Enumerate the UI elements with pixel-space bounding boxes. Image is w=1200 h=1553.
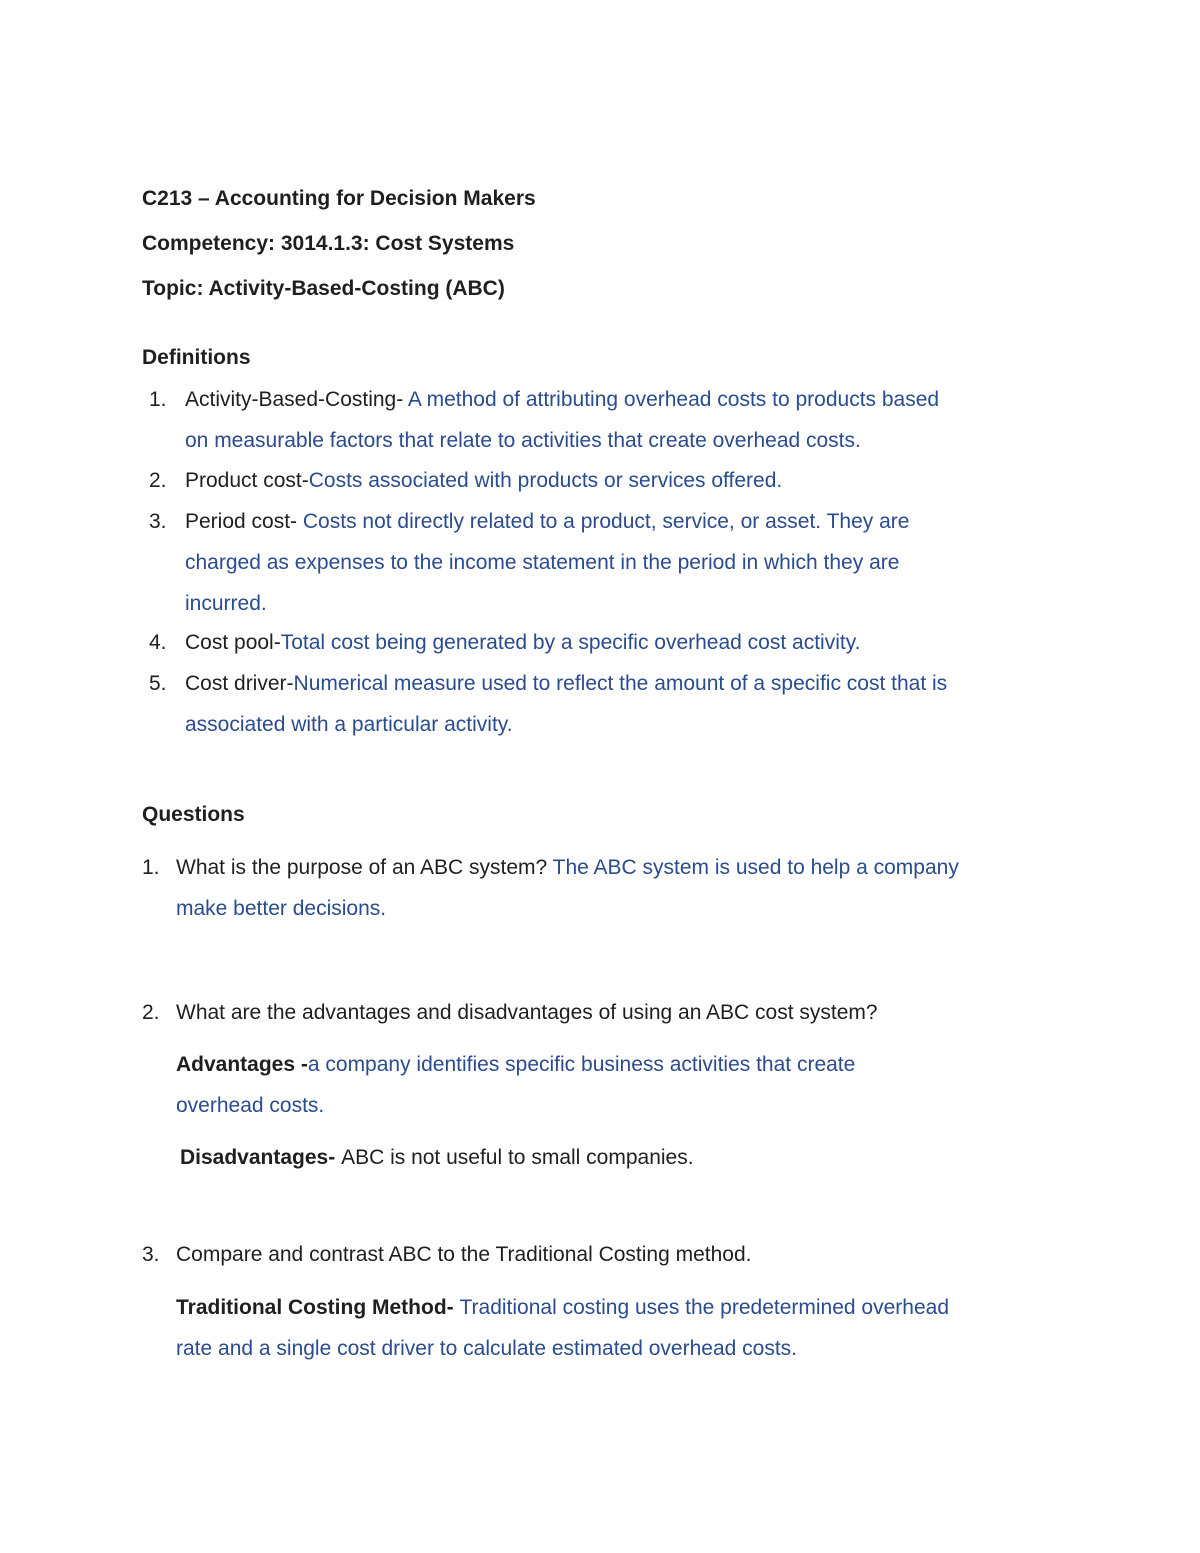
list-number: 1. bbox=[142, 856, 160, 879]
course-title: C213 – Accounting for Decision Makers bbox=[142, 187, 536, 210]
advantages-text-continued: overhead costs. bbox=[176, 1094, 325, 1117]
definition-text-continued: incurred. bbox=[185, 592, 267, 615]
definition-term: Cost pool- bbox=[185, 631, 281, 654]
definition-text: Costs associated with products or services offered. bbox=[308, 469, 783, 492]
traditional-costing-text-continued: rate and a single cost driver to calculate estimated overhead costs. bbox=[176, 1337, 797, 1360]
list-number: 4. bbox=[149, 631, 167, 654]
answer-text-continued: make better decisions. bbox=[176, 897, 387, 920]
definition-text: Total cost being generated by a specific overhead cost activity. bbox=[280, 631, 861, 654]
competency-line: Competency: 3014.1.3: Cost Systems bbox=[142, 232, 515, 255]
definition-text: Numerical measure used to reflect the amount of a specific cost that is bbox=[293, 672, 948, 695]
definition-text: Costs not directly related to a product, service, or asset. They are bbox=[302, 510, 910, 533]
question-text: Compare and contrast ABC to the Traditional Costing method. bbox=[176, 1243, 752, 1266]
traditional-costing-text: Traditional costing uses the predetermined overhead bbox=[459, 1296, 949, 1319]
definition-term: Period cost- bbox=[185, 510, 303, 533]
advantages-text: a company identifies specific business activities that create bbox=[307, 1053, 856, 1076]
definition-text-continued: associated with a particular activity. bbox=[185, 713, 513, 736]
list-number: 1. bbox=[149, 388, 167, 411]
disadvantages-text: ABC is not useful to small companies. bbox=[341, 1146, 694, 1169]
traditional-costing-label: Traditional Costing Method- bbox=[176, 1296, 460, 1319]
definition-text-continued: charged as expenses to the income statement in the period in which they are bbox=[185, 551, 900, 574]
list-number: 2. bbox=[149, 469, 167, 492]
definition-term: Product cost- bbox=[185, 469, 309, 492]
definition-term: Activity-Based-Costing- bbox=[185, 388, 408, 411]
list-number: 2. bbox=[142, 1001, 160, 1024]
definition-text-continued: on measurable factors that relate to activities that create overhead costs. bbox=[185, 429, 861, 452]
question-text: What are the advantages and disadvantages of using an ABC cost system? bbox=[176, 1001, 878, 1024]
list-number: 5. bbox=[149, 672, 167, 695]
topic-line: Topic: Activity-Based-Costing (ABC) bbox=[142, 277, 505, 300]
definition-text: A method of attributing overhead costs to products based bbox=[407, 388, 940, 411]
questions-heading: Questions bbox=[142, 803, 245, 826]
advantages-label: Advantages - bbox=[176, 1053, 308, 1076]
answer-text: The ABC system is used to help a company bbox=[552, 856, 959, 879]
question-text: What is the purpose of an ABC system? bbox=[176, 856, 553, 879]
list-number: 3. bbox=[142, 1243, 160, 1266]
list-number: 3. bbox=[149, 510, 167, 533]
disadvantages-label: Disadvantages- bbox=[180, 1146, 342, 1169]
definitions-heading: Definitions bbox=[142, 346, 251, 369]
definition-term: Cost driver- bbox=[185, 672, 294, 695]
